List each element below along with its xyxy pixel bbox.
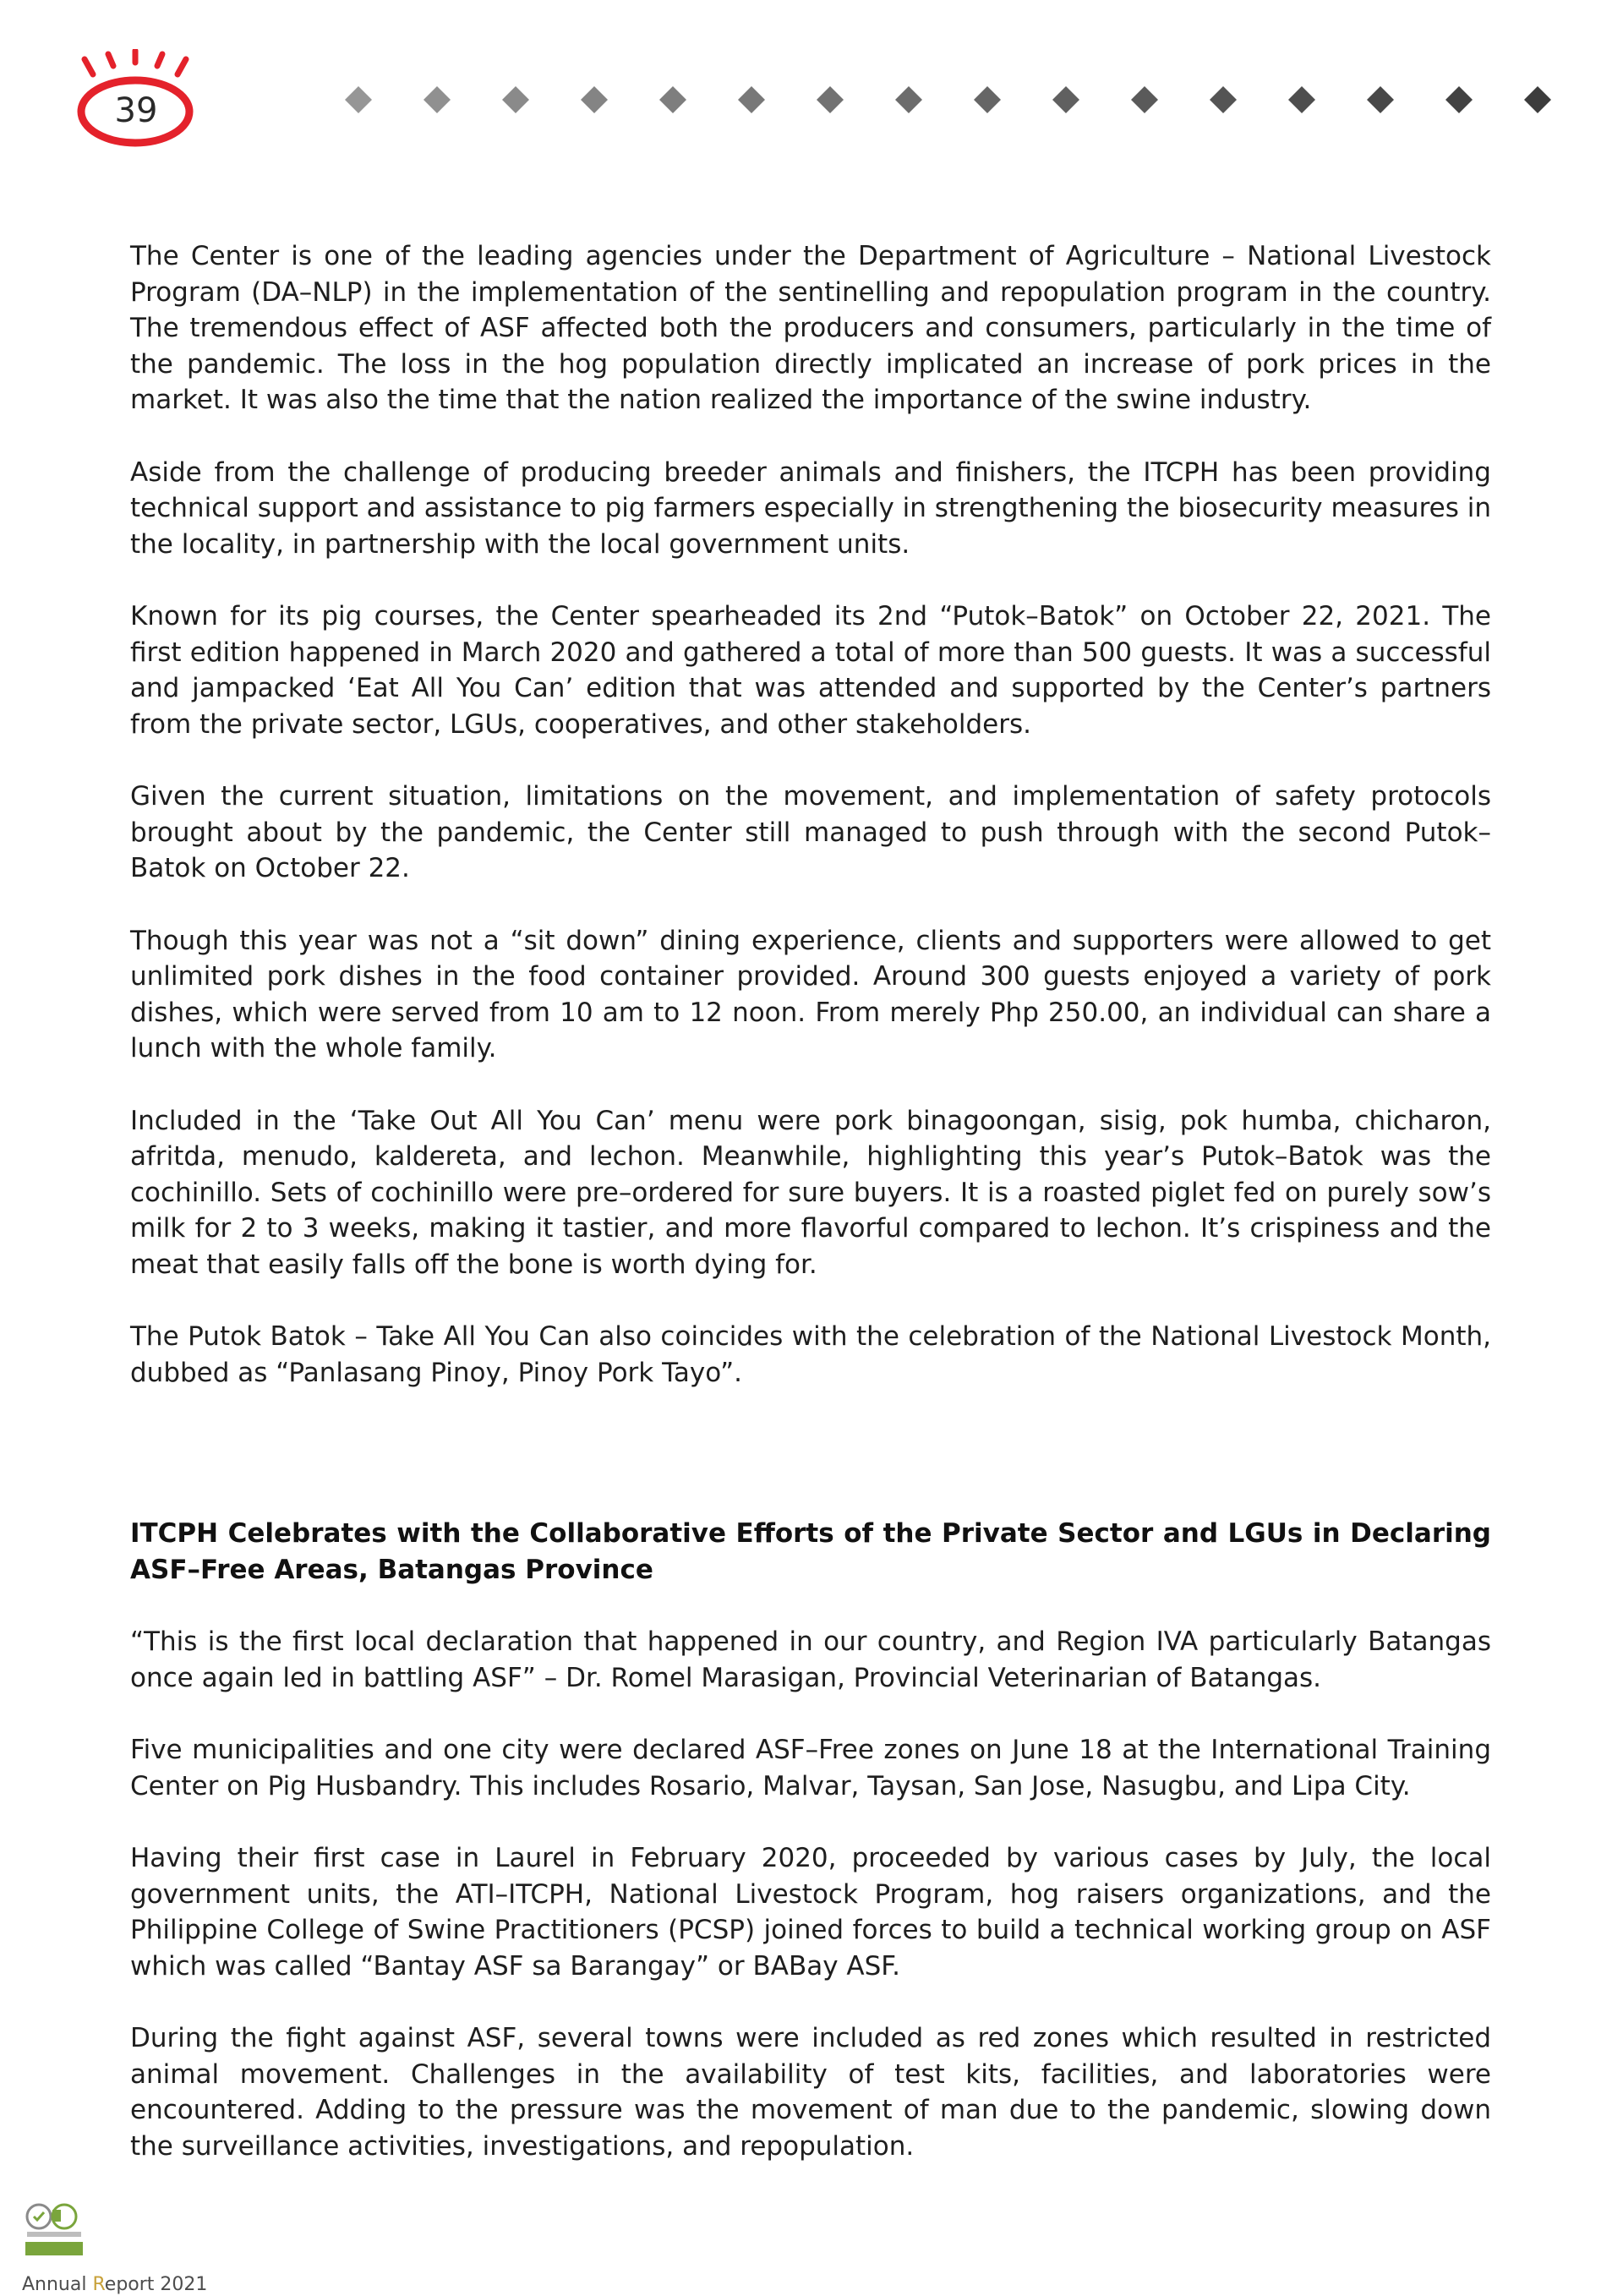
diamond-mark [738, 86, 765, 113]
paragraph: The Center is one of the leading agencies under the Department of Agriculture – National Livestock Program (DA–NLP) in the implementation of the sentinelling and repopulation program in the country. The tremendous effect of ASF affected both the producers and consumers, particularly in the time of the pandemic. The loss in the hog population directly implicated an increase of pork prices in the market. It was also the time that the nation realized the importance of the swine industry. [130, 241, 1491, 415]
section-paragraphs [130, 1624, 1491, 2164]
footer-label-accent: R [92, 2274, 105, 2295]
paragraph: Known for its pig courses, the Center spearheaded its 2nd “Putok–Batok” on October 22, 2021. The first edition happened in March 2020 and gathered a total of more than 500 guests. It was a successful and jampacked ‘Eat All You Can’ edition that was attended and supported by the Center’s partners from the private sector, LGUs, cooperatives, and other stakeholders. [130, 601, 1491, 740]
page-number: 39 [114, 91, 158, 130]
diamond-divider [335, 83, 1623, 117]
section-heading: ITCPH Celebrates with the Collaborative Efforts of the Private Sector and LGUs in Declaring ASF–Free Areas, Batangas Province [130, 1518, 1491, 1585]
footer-label-pre: Annual [22, 2274, 93, 2295]
ati-itcph-logo-icon [22, 2198, 86, 2257]
diamond-mark [502, 86, 529, 113]
diamond-mark [1052, 86, 1079, 113]
paragraph: Given the current situation, limitations on the movement, and implementation of safety protocols brought about by the pandemic, the Center still managed to push through with the second Putok–Batok on October 22. [130, 781, 1491, 883]
paragraph: Aside from the challenge of producing breeder animals and finishers, the ITCPH has been providing technical support and assistance to pig farmers especially in strengthening the biosecurity measures in the locality, in partnership with the local government units. [130, 456, 1491, 560]
eyelash-mark [85, 59, 93, 74]
diamond-mark [895, 86, 922, 113]
section-paragraph: During the fight against ASF, several towns were included as red zones which resulted in restricted animal movement. Challenges in the availability of test kits, facilities, and laboratories were encountered. Adding to the pressure was the movement of man due to the pandemic, slowing down the surveillance activities, investigations, and repopulation. [130, 2023, 1491, 2162]
diamond-mark [817, 86, 844, 113]
diamond-mark [424, 86, 451, 113]
diamond-mark [581, 86, 608, 113]
diamond-mark [1131, 86, 1158, 113]
page-number-badge [73, 49, 199, 150]
paragraph: The Putok Batok – Take All You Can also coincides with the celebration of the National Livestock Month, dubbed as “Panlasang Pinoy, Pinoy Pork Tayo”. [130, 1321, 1491, 1388]
eyelash-mark [178, 59, 186, 74]
diamond-mark [345, 86, 372, 113]
diamond-mark [1445, 86, 1473, 113]
diamond-mark [1524, 86, 1551, 113]
article-paragraphs [130, 238, 1491, 1391]
section-paragraph: “This is the first local declaration that happened in our country, and Region IVA particularly Batangas once again led in battling ASF” – Dr. Romel Marasigan, Provincial Veterinarian of Batangas. [130, 1626, 1491, 1693]
diamond-mark [1210, 86, 1237, 113]
article-content [130, 238, 1491, 2164]
diamond-mark [659, 86, 686, 113]
diamond-mark [1367, 86, 1394, 113]
diamond-mark [974, 86, 1001, 113]
footer-report-label [22, 2274, 207, 2295]
section-paragraph: Having their first case in Laurel in February 2020, proceeded by various cases by July, the local government units, the ATI–ITCPH, National Livestock Program, hog raisers organizations, and the Philippine College of Swine Practitioners (PCSP) joined forces to build a technical working group on ASF which was called “Bantay ASF sa Barangay” or BABay ASF. [130, 1843, 1491, 1982]
paragraph: Included in the ‘Take Out All You Can’ menu were pork binagoongan, sisig, pok humba, chicharon, afritda, menudo, kaldereta, and lechon. Meanwhile, highlighting this year’s Putok–Batok was the cochinillo. Sets of cochinillo were pre–ordered for sure buyers. It is a roasted piglet fed on purely sow’s milk for 2 to 3 weeks, making it tastier, and more flavorful compared to lechon. It’s crispiness and the meat that easily falls off the bone is worth dying for. [130, 1105, 1491, 1280]
footer [22, 2198, 242, 2295]
section-paragraph: Five municipalities and one city were declared ASF–Free zones on June 18 at the International Training Center on Pig Husbandry. This includes Rosario, Malvar, Taysan, San Jose, Nasugbu, and Lipa City. [130, 1735, 1491, 1801]
eyelash-mark [157, 54, 162, 66]
footer-label-post: eport 2021 [104, 2274, 208, 2295]
header-diamond-row [335, 83, 1623, 117]
paragraph: Though this year was not a “sit down” dining experience, clients and supporters were allowed to get unlimited pork dishes in the food container provided. Around 300 guests enjoyed a variety of pork dishes, which were served from 10 am to 12 noon. From merely Php 250.00, an individual can share a lunch with the whole family. [130, 925, 1491, 1063]
diamond-mark [1288, 86, 1315, 113]
eyelash-mark [108, 54, 113, 66]
